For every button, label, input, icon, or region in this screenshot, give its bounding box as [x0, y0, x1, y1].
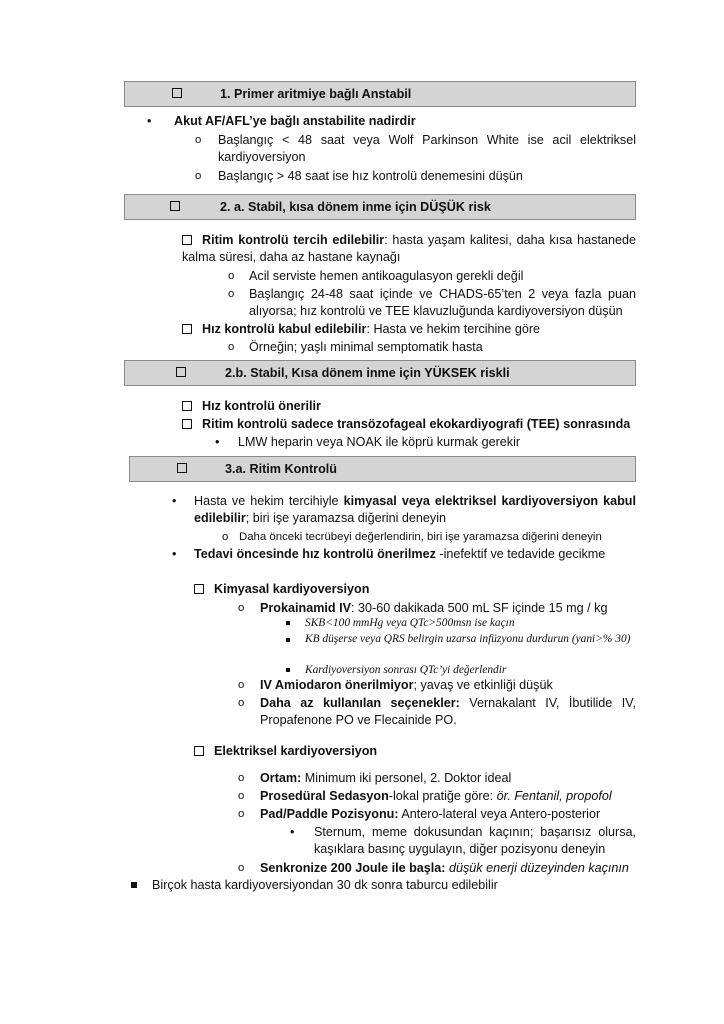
- bullet-icon: •: [147, 114, 152, 128]
- checkbox-icon: [182, 324, 192, 334]
- circle-bullet-icon: o: [222, 531, 229, 543]
- circle-bullet-icon: o: [228, 341, 235, 353]
- bullet-icon: •: [172, 494, 177, 508]
- section-header-1: [124, 81, 636, 107]
- list-item: Başlangıç 24-48 saat içinde ve CHADS-65’ten 2 veya fazla puan alıyorsa; hız kontrolü ve TEE klavuzluğunda kardiyoversiyon düşün: [249, 287, 636, 318]
- checkbox-icon: [182, 401, 192, 411]
- subsection-title: Elektriksel kardiyoversiyon: [194, 743, 377, 760]
- section-title: 1. Primer aritmiye bağlı Anstabil: [220, 87, 412, 101]
- circle-bullet-icon: o: [238, 772, 245, 784]
- section-title: 2.b. Stabil, Kısa dönem inme için YÜKSEK riskli: [225, 366, 510, 380]
- list-item: Prokainamid IV: 30-60 dakikada 500 mL SF içinde 15 mg / kg: [260, 601, 608, 615]
- bullet-icon: •: [290, 825, 295, 839]
- list-item: Örneğin; yaşlı minimal semptomatik hasta: [249, 340, 483, 354]
- list-item: Acil serviste hemen antikoagulasyon gerekli değil: [249, 269, 524, 283]
- list-item: Sternum, meme dokusundan kaçının; başarısız olursa, kaşıklara basınç uygulayın, diğer pozisyonu deneyin: [314, 825, 636, 856]
- list-item: Prosedüral Sedasyon-lokal pratiğe göre: ör. Fentanil, propofol: [260, 789, 612, 803]
- circle-bullet-icon: o: [238, 862, 245, 874]
- list-item: Hız kontrolü kabul edilebilir: Hasta ve hekim tercihine göre: [182, 321, 540, 338]
- checkbox-icon: [172, 88, 182, 98]
- square-bullet-icon: [286, 621, 290, 625]
- list-item: IV Amiodaron önerilmiyor; yavaş ve etkinliği düşük: [260, 678, 553, 692]
- circle-bullet-icon: o: [238, 679, 245, 691]
- list-item: Başlangıç > 48 saat ise hız kontrolü denemesini düşün: [218, 169, 523, 183]
- checkbox-icon: [194, 584, 204, 594]
- list-item: Ritim kontrolü tercih edilebilir: hasta yaşam kalitesi, daha kısa hastanede kalma süresi, daha az hastane kaynağı: [182, 233, 637, 264]
- bullet-icon: •: [172, 547, 177, 561]
- section-title: 3.a. Ritim Kontrolü: [225, 462, 337, 476]
- list-item: Pad/Paddle Pozisyonu: Antero-lateral veya Antero-posterior: [260, 807, 601, 821]
- list-item: Ortam: Minimum iki personel, 2. Doktor ideal: [260, 771, 512, 785]
- list-item: KB düşerse veya QRS belirgin uzarsa infüzyonu durdurun (yani>% 30): [305, 633, 631, 645]
- section-header-2a: [124, 194, 636, 220]
- checkbox-icon: [170, 201, 180, 211]
- checkbox-icon: [194, 746, 204, 756]
- list-item: Daha az kullanılan seçenekler: Vernakalant IV, İbutilide IV, Propafenone PO ve Flecainide PO.: [260, 696, 636, 727]
- checkbox-icon: [177, 463, 187, 473]
- circle-bullet-icon: o: [238, 790, 245, 802]
- subsection-title: Kimyasal kardiyoversiyon: [194, 581, 369, 598]
- circle-bullet-icon: o: [195, 170, 202, 182]
- section-header-3a: [129, 456, 636, 482]
- list-item: SKB<100 mmHg veya QTc>500msn ise kaçın: [305, 617, 515, 629]
- checkbox-icon: [176, 367, 186, 377]
- footer-note: Birçok hasta kardiyoversiyondan 30 dk sonra taburcu edilebilir: [152, 878, 498, 892]
- bullet-icon: •: [215, 435, 220, 449]
- circle-bullet-icon: o: [238, 697, 245, 709]
- square-bullet-icon: [131, 882, 137, 888]
- checkbox-icon: [182, 419, 192, 429]
- square-bullet-icon: [286, 638, 290, 642]
- section-title: 2. a. Stabil, kısa dönem inme için DÜŞÜK risk: [220, 200, 491, 214]
- list-item: Hız kontrolü önerilir: [182, 398, 321, 415]
- list-item: Akut AF/AFL’ye bağlı anstabilite nadirdir: [174, 114, 416, 128]
- circle-bullet-icon: o: [228, 288, 235, 300]
- list-item: LMW heparin veya NOAK ile köprü kurmak gerekir: [238, 435, 521, 449]
- square-bullet-icon: [286, 668, 290, 672]
- list-item: Daha önceki tecrübeyi değerlendirin, biri işe yaramazsa diğerini deneyin: [239, 531, 602, 543]
- circle-bullet-icon: o: [238, 602, 245, 614]
- checkbox-icon: [182, 235, 192, 245]
- section-header-2b: [124, 360, 636, 386]
- list-item: Kardiyoversiyon sonrası QTc’yi değerlendir: [305, 664, 507, 676]
- list-item: Başlangıç < 48 saat veya Wolf Parkinson White ise acil elektriksel kardiyoversiyon: [218, 133, 636, 164]
- list-item: Ritim kontrolü sadece transözofageal ekokardiyografi (TEE) sonrasında: [182, 416, 630, 433]
- list-item: Hasta ve hekim tercihiyle kimyasal veya elektriksel kardiyoversiyon kabul edilebilir; biri işe yaramazsa diğerini deneyin: [194, 494, 636, 525]
- circle-bullet-icon: o: [228, 270, 235, 282]
- circle-bullet-icon: o: [238, 808, 245, 820]
- circle-bullet-icon: o: [195, 134, 202, 146]
- list-item: Tedavi öncesinde hız kontrolü önerilmez -inefektif ve tedavide gecikme: [194, 547, 606, 561]
- list-item: Senkronize 200 Joule ile başla: düşük enerji düzeyinden kaçının: [260, 861, 629, 875]
